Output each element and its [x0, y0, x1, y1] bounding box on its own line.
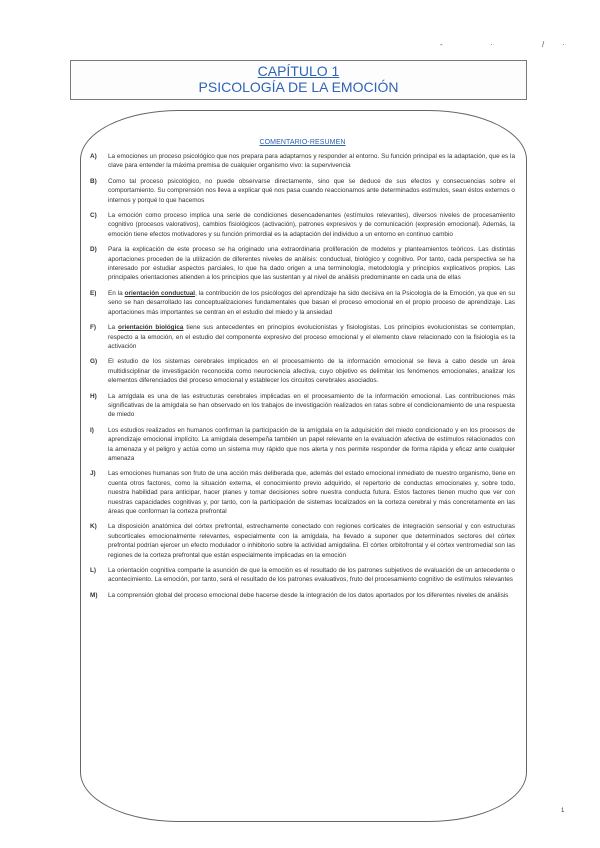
item-letter: E) [90, 289, 97, 297]
summary-content [90, 139, 515, 606]
list-item [90, 426, 515, 464]
item-text [108, 323, 515, 351]
page-number: 1 [561, 808, 565, 814]
list-item [90, 392, 515, 420]
item-text-pre: La [108, 324, 119, 332]
list-item [90, 566, 515, 585]
item-letter: C) [90, 212, 97, 220]
list-item [90, 357, 515, 385]
item-letter: J) [90, 470, 96, 478]
item-letter: H) [90, 392, 97, 400]
orientation-conductual-term: orientación conductual [124, 289, 196, 297]
chapter-number: CAPÍTULO 1 [257, 63, 340, 79]
item-text [108, 289, 515, 317]
item-text: La emoción como proceso implica una serie de condiciones desencadenantes (estímulos relevantes), diversos niveles de procesamiento cognitivo (procesos valorativos), cambios fisiológicos (activación), patrones expresivos y de comunicación (expresión emocional). Además, la emoción tiene efectos motivadores y su función primordial es la adaptación del individuo a un entorno en continuo cambio [108, 212, 515, 238]
item-text: La disposición anatómica del córtex prefrontal, estrechamente conectado con regiones corticales de integración sensorial y con estructuras subcorticales emocionalmente relevantes, especialmente con la amígdala, ha llevado a suponer que determinados sectores del córtex prefrontal podrían ejercer un efecto modulador o inhibitorio sobre la actividad amigdalina. El córtex orbitofrontal y el córtex ventromedial son las regiones de la corteza prefrontal que están especialmente implicadas en la emoción [108, 523, 515, 559]
item-letter: L) [90, 567, 97, 575]
item-text: Como tal proceso psicológico, no puede observarse directamente, sino que se deduce de sus efectos y consecuencias sobre el comportamiento. Su comprensión nos lleva a explicar qué nos pasa cuando reaccionamos ante determinados estímulos, sean éstos externos o internos y porqué lo que hacemos [108, 177, 515, 204]
item-letter: F) [90, 324, 97, 332]
list-item [90, 177, 515, 205]
item-letter: D) [90, 246, 97, 254]
item-text: Los estudios realizados en humanos confirman la participación de la amígdala en la adquisición del miedo condicionado y en los procesos de aprendizaje emocional implícito. La amígdala desempeña también un papel relevante en la evaluación afectiva de estímulos relacionados con la amenaza y el peligro y actúa como un sistema muy rápido que nos alerta y nos permite responder de forma rápida y eficaz ante cualquier amenaza [108, 426, 515, 462]
chapter-title-box [70, 60, 527, 100]
item-text: La orientación cognitiva comparte la asunción de que la emoción es el resultado de los patrones subjetivos de evaluación de un antecedente o acontecimiento. La emoción, por tanto, será el resultado de los patrones evaluativos, fruto del procesamiento cognitivo de estímulos relevantes [108, 567, 515, 584]
item-text: La emociones un proceso psicológico que nos prepara para adaptarnos y responder al entorno. Su función principal es la adaptación, que es la clave para entender la máxima premisa de cualquier organismo vivo: la supervivencia [108, 153, 515, 170]
header-mark: - [440, 40, 443, 49]
item-letter: A) [90, 153, 97, 160]
header-marks [430, 40, 580, 50]
list-item [90, 522, 515, 560]
header-mark: · [562, 40, 565, 49]
item-letter: G) [90, 358, 98, 366]
list-item [90, 211, 515, 239]
item-letter: B) [90, 177, 97, 185]
item-text-rest: tiene sus antecedentes en principios evolucionistas y fisiologistas. Los principios evolucionistas se contemplan, respecto a la emoción, en el estudio del componente expresivo del proceso emocional y el elemento clave relacionado con la fisiología es la activación [108, 324, 515, 350]
item-text: El estudio de los sistemas cerebrales implicados en el procesamiento de la información emocional se lleva a cabo desde un área multidisciplinar de investigación reconocida como neurociencia afectiva, cuyo objetivo es delimitar los fenómenos emocionales, analizar los elementos diferenciados del proceso emocional y establecer los circuitos cerebrales asociados. [108, 358, 515, 385]
list-item [90, 152, 515, 171]
header-mark: · [490, 40, 493, 49]
list-item [90, 469, 515, 516]
chapter-title: PSICOLOGÍA DE LA EMOCIÓN [198, 79, 399, 95]
item-text-pre: En la [108, 289, 125, 297]
orientation-biologica-term: orientación biológica [118, 324, 184, 332]
summary-heading: COMENTARIO-RESUMEN [259, 139, 346, 146]
list-item [90, 245, 515, 283]
item-letter: I) [90, 426, 94, 434]
item-letter: M) [90, 591, 98, 599]
list-item [90, 289, 515, 317]
item-text-rest: , la contribución de los psicólogos del aprendizaje ha sido decisiva en la Psicología de la Emoción, ya que en su seno se han desarrollado las conceptualizaciones fundamentales que basan el proceso emocional en el propio proceso de aprendizaje. Las aportaciones más importantes se centran en el estudio del miedo y la ansiedad [108, 289, 516, 316]
item-text: Las emociones humanas son fruto de una acción más deliberada que, además del estado emocional inmediato de nuestro organismo, tiene en cuenta otros factores, como la situación externa, el conocimiento previo adquirido, el repertorio de conductas emocionales y, sobre todo, nuestra habilidad para anticipar, hacer planes y tomar decisiones sobre nuestra conducta futura. Estos factores tienen mucho que ver con nuestras capacidades cognitivas y, por tanto, con la participación de sistemas localizados en la corteza cerebral y más concretamente en las áreas que conforman la corteza prefrontal [108, 470, 515, 515]
list-item [90, 591, 515, 600]
item-letter: K) [90, 523, 97, 531]
item-text: La comprensión global del proceso emocional debe hacerse desde la integración de los datos aportados por los diferentes niveles de análisis [108, 591, 509, 599]
header-mark: / [542, 40, 545, 49]
list-item [90, 323, 515, 351]
item-text: La amígdala es una de las estructuras cerebrales implicadas en el procesamiento de la información emocional. Las contribuciones más significativas de la amígdala se han observado en los trabajos de investigación realizados en ratas sobre el condicionamiento de una respuesta de miedo [108, 392, 515, 419]
item-text: Para la explicación de este proceso se ha originado una extraordinaria proliferación de modelos y planteamientos teóricos. Las distintas aportaciones proceden de la utilización de diferentes niveles de análisis: conductual, biológico y cognitivo. Por tanto, cada perspectiva se ha interesado por estudiar aspectos parciales, lo que ha dado origen a una terminología, metodología y principios explicativos propios. Las principales orientaciones atienden a los principios que las sustentan y al nivel de análisis predominante en cada una de ellas [108, 246, 515, 282]
